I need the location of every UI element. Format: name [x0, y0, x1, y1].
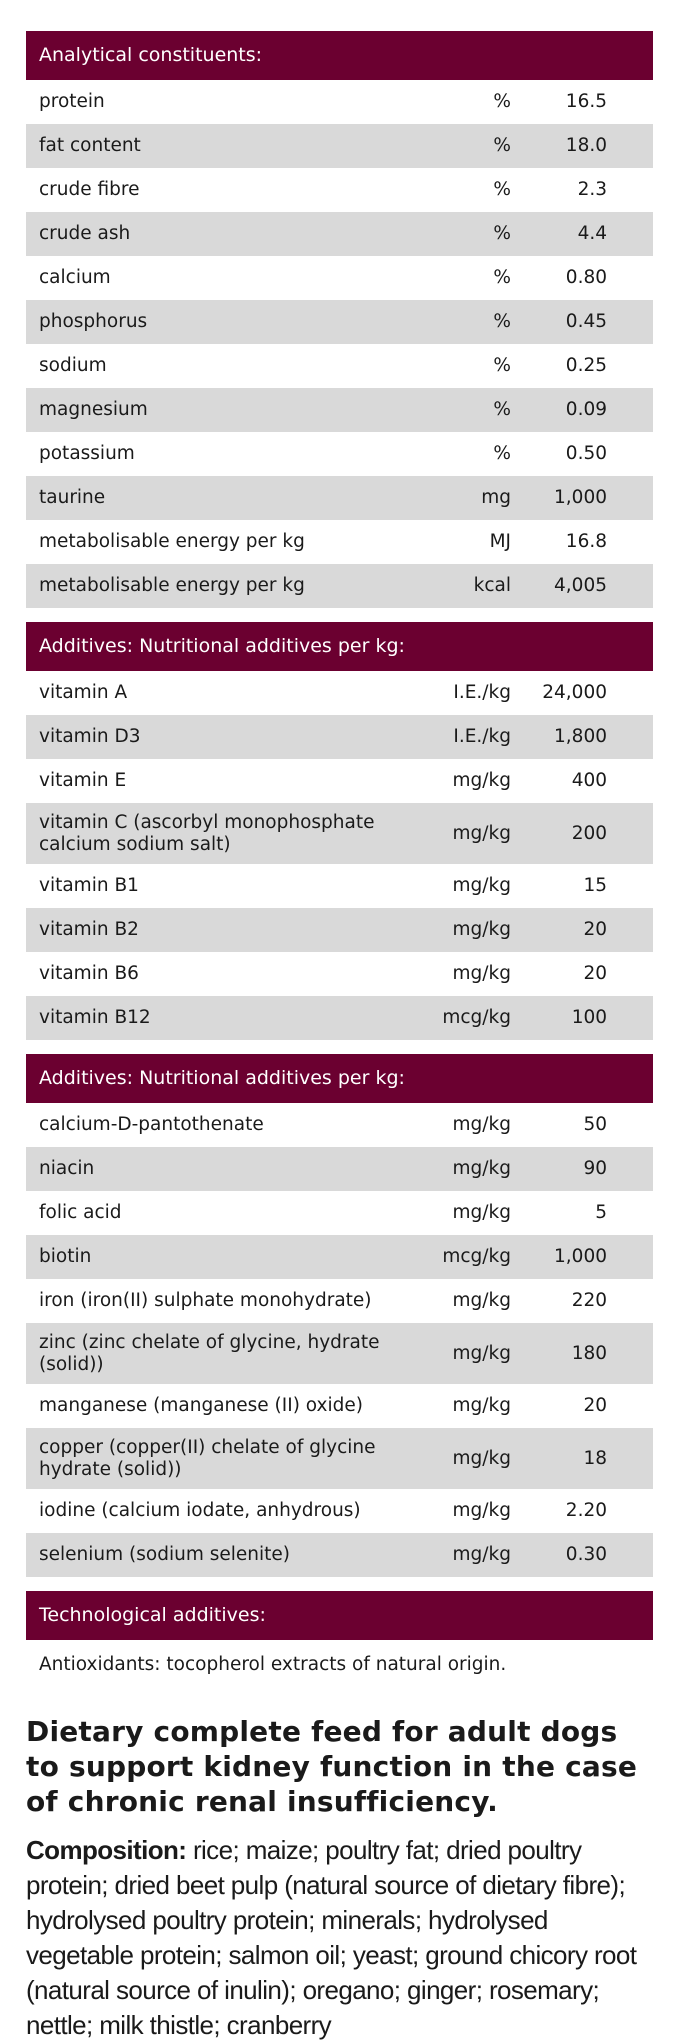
- row-name: phosphorus: [26, 300, 419, 344]
- table-row: [26, 1279, 653, 1323]
- row-name: vitamin B2: [26, 908, 419, 952]
- row-name: potassium: [39, 443, 135, 465]
- row-name: iodine (calcium iodate, anhydrous): [39, 1500, 361, 1522]
- row-unit: %: [419, 388, 511, 432]
- constituents-table: [26, 1103, 653, 1577]
- row-unit: I.E./kg: [419, 715, 511, 759]
- constituents-table: [26, 671, 653, 1040]
- table-row: [26, 1428, 653, 1489]
- table-row: [26, 476, 653, 520]
- row-unit: mg/kg: [452, 875, 511, 897]
- row-name: vitamin E: [39, 770, 127, 792]
- row-unit: mcg/kg: [419, 996, 511, 1040]
- row-unit: %: [493, 91, 511, 113]
- row-unit: mg/kg: [452, 770, 511, 792]
- row-unit: %: [493, 355, 511, 377]
- row-unit: I.E./kg: [453, 682, 511, 704]
- row-name: copper (copper(II) chelate of glycine hydrate (solid)): [26, 1428, 419, 1489]
- row-value: 20: [583, 1395, 607, 1417]
- row-value: 5: [595, 1202, 607, 1224]
- row-value: 24,000: [542, 682, 607, 704]
- row-name: vitamin B6: [39, 963, 139, 985]
- row-unit: %: [419, 124, 511, 168]
- constituents-section: [26, 622, 653, 1040]
- row-name: vitamin C (ascorbyl monophosphate calcium sodium salt): [26, 803, 419, 864]
- table-row: [26, 1103, 653, 1147]
- row-value: 100: [511, 996, 653, 1040]
- row-name: manganese (manganese (II) oxide): [39, 1395, 363, 1417]
- row-unit: mg/kg: [419, 1533, 511, 1577]
- row-value: 180: [511, 1323, 653, 1384]
- row-unit: mg/kg: [452, 1290, 511, 1312]
- row-name: crude fibre: [39, 179, 140, 201]
- row-name: taurine: [26, 476, 419, 520]
- table-row: [26, 1147, 653, 1191]
- table-row: [26, 256, 653, 300]
- row-value: 400: [571, 770, 607, 792]
- table-row: [26, 432, 653, 476]
- row-value: 50: [583, 1114, 607, 1136]
- row-unit: kcal: [419, 564, 511, 608]
- row-name: iron (iron(II) sulphate monohydrate): [39, 1290, 372, 1312]
- row-value: 90: [511, 1147, 653, 1191]
- row-unit: mcg/kg: [419, 1235, 511, 1279]
- row-name: metabolisable energy per kg: [26, 564, 419, 608]
- table-row: [26, 908, 653, 952]
- row-value: 1,000: [511, 1235, 653, 1279]
- row-value: 0.09: [511, 388, 653, 432]
- row-unit: mg/kg: [452, 1114, 511, 1136]
- table-row: [26, 388, 653, 432]
- table-row: [26, 212, 653, 256]
- row-name: vitamin B12: [26, 996, 419, 1040]
- row-value: 15: [583, 875, 607, 897]
- table-row: [26, 1489, 653, 1533]
- row-value: 0.80: [565, 267, 607, 289]
- row-value: 16.8: [565, 531, 607, 553]
- section-gap: [0, 1040, 679, 1054]
- row-unit: %: [493, 443, 511, 465]
- row-name: metabolisable energy per kg: [39, 531, 305, 553]
- row-value: 220: [571, 1290, 607, 1312]
- row-name: vitamin A: [39, 682, 128, 704]
- row-value: 18: [511, 1428, 653, 1489]
- row-unit: mg/kg: [452, 963, 511, 985]
- row-name: fat content: [26, 124, 419, 168]
- row-value: 2.20: [565, 1500, 607, 1522]
- row-name: vitamin D3: [26, 715, 419, 759]
- row-unit: mg/kg: [419, 1323, 511, 1384]
- row-name: calcium-D-pantothenate: [39, 1114, 264, 1136]
- table-row: [26, 80, 653, 124]
- row-value: 16.5: [565, 91, 607, 113]
- technological-additives-header: Technological additives:: [26, 1591, 653, 1640]
- table-row: [26, 344, 653, 388]
- technological-additives-section: [26, 1591, 653, 1684]
- table-row: [26, 671, 653, 715]
- row-name: vitamin B1: [39, 875, 139, 897]
- composition-text: rice; maize; poultry fat; dried poultry protein; dried beet pulp (natural source of dietary fibre); hydrolysed poultry protein; minerals; hydrolysed vegetable protein; salmon oil; yeast; ground chicory root (natural source of inulin); oregano; ginger; rosemary; nettle; milk thistle; cranberry: [26, 1835, 637, 2040]
- antioxidants-text: Antioxidants: tocopherol extracts of natural origin.: [39, 1654, 507, 1675]
- row-value: 0.45: [511, 300, 653, 344]
- table-row: [26, 996, 653, 1040]
- section-header: Additives: Nutritional additives per kg:: [26, 622, 653, 671]
- row-unit: mg/kg: [419, 803, 511, 864]
- table-row: [26, 803, 653, 864]
- row-value: 0.25: [565, 355, 607, 377]
- composition-label: Composition:: [26, 1835, 187, 1865]
- row-unit: mg/kg: [419, 1428, 511, 1489]
- row-name: magnesium: [26, 388, 419, 432]
- table-row: [26, 1533, 653, 1577]
- row-unit: mg/kg: [419, 908, 511, 952]
- row-unit: mg/kg: [452, 1395, 511, 1417]
- row-value: 2.3: [577, 179, 607, 201]
- section-gap: [0, 1577, 679, 1591]
- constituents-section: [26, 1054, 653, 1577]
- row-name: niacin: [26, 1147, 419, 1191]
- table-row: [26, 124, 653, 168]
- nutrition-tables: [0, 31, 679, 1591]
- table-row: [26, 1191, 653, 1235]
- table-row: [26, 759, 653, 803]
- row-unit: mg: [419, 476, 511, 520]
- row-value: 20: [511, 908, 653, 952]
- row-value: 0.30: [511, 1533, 653, 1577]
- row-name: protein: [39, 91, 105, 113]
- table-row: [26, 564, 653, 608]
- row-name: sodium: [39, 355, 107, 377]
- table-row: [26, 300, 653, 344]
- table-row: [26, 168, 653, 212]
- row-unit: mg/kg: [452, 1202, 511, 1224]
- row-name: selenium (sodium selenite): [26, 1533, 419, 1577]
- section-gap: [0, 608, 679, 622]
- table-row: [26, 1235, 653, 1279]
- table-row: [26, 1323, 653, 1384]
- row-unit: mg/kg: [419, 1147, 511, 1191]
- table-row: [26, 864, 653, 908]
- row-name: crude ash: [26, 212, 419, 256]
- row-name: biotin: [26, 1235, 419, 1279]
- table-row: [26, 520, 653, 564]
- row-value: 18.0: [511, 124, 653, 168]
- row-unit: %: [493, 267, 511, 289]
- row-name: zinc (zinc chelate of glycine, hydrate (solid)): [26, 1323, 419, 1384]
- row-unit: %: [493, 179, 511, 201]
- table-row: [26, 1384, 653, 1428]
- section-header: Additives: Nutritional additives per kg:: [26, 1054, 653, 1103]
- row-unit: %: [419, 212, 511, 256]
- table-row: [26, 952, 653, 996]
- row-name: folic acid: [39, 1202, 122, 1224]
- row-value: 200: [511, 803, 653, 864]
- row-value: 4.4: [511, 212, 653, 256]
- row-value: 1,000: [511, 476, 653, 520]
- product-title: Dietary complete feed for adult dogs to support kidney function in the case of chronic renal insufficiency.: [26, 1715, 638, 1818]
- row-unit: mg/kg: [452, 1500, 511, 1522]
- row-value: 20: [583, 963, 607, 985]
- composition-paragraph: [26, 1833, 653, 2043]
- row-unit: MJ: [489, 531, 511, 553]
- table-row: [26, 715, 653, 759]
- section-header: Analytical constituents:: [26, 31, 653, 80]
- row-value: 4,005: [511, 564, 653, 608]
- row-value: 1,800: [511, 715, 653, 759]
- row-unit: %: [419, 300, 511, 344]
- constituents-table: [26, 80, 653, 608]
- row-name: calcium: [39, 267, 111, 289]
- row-value: 0.50: [565, 443, 607, 465]
- constituents-section: [26, 31, 653, 608]
